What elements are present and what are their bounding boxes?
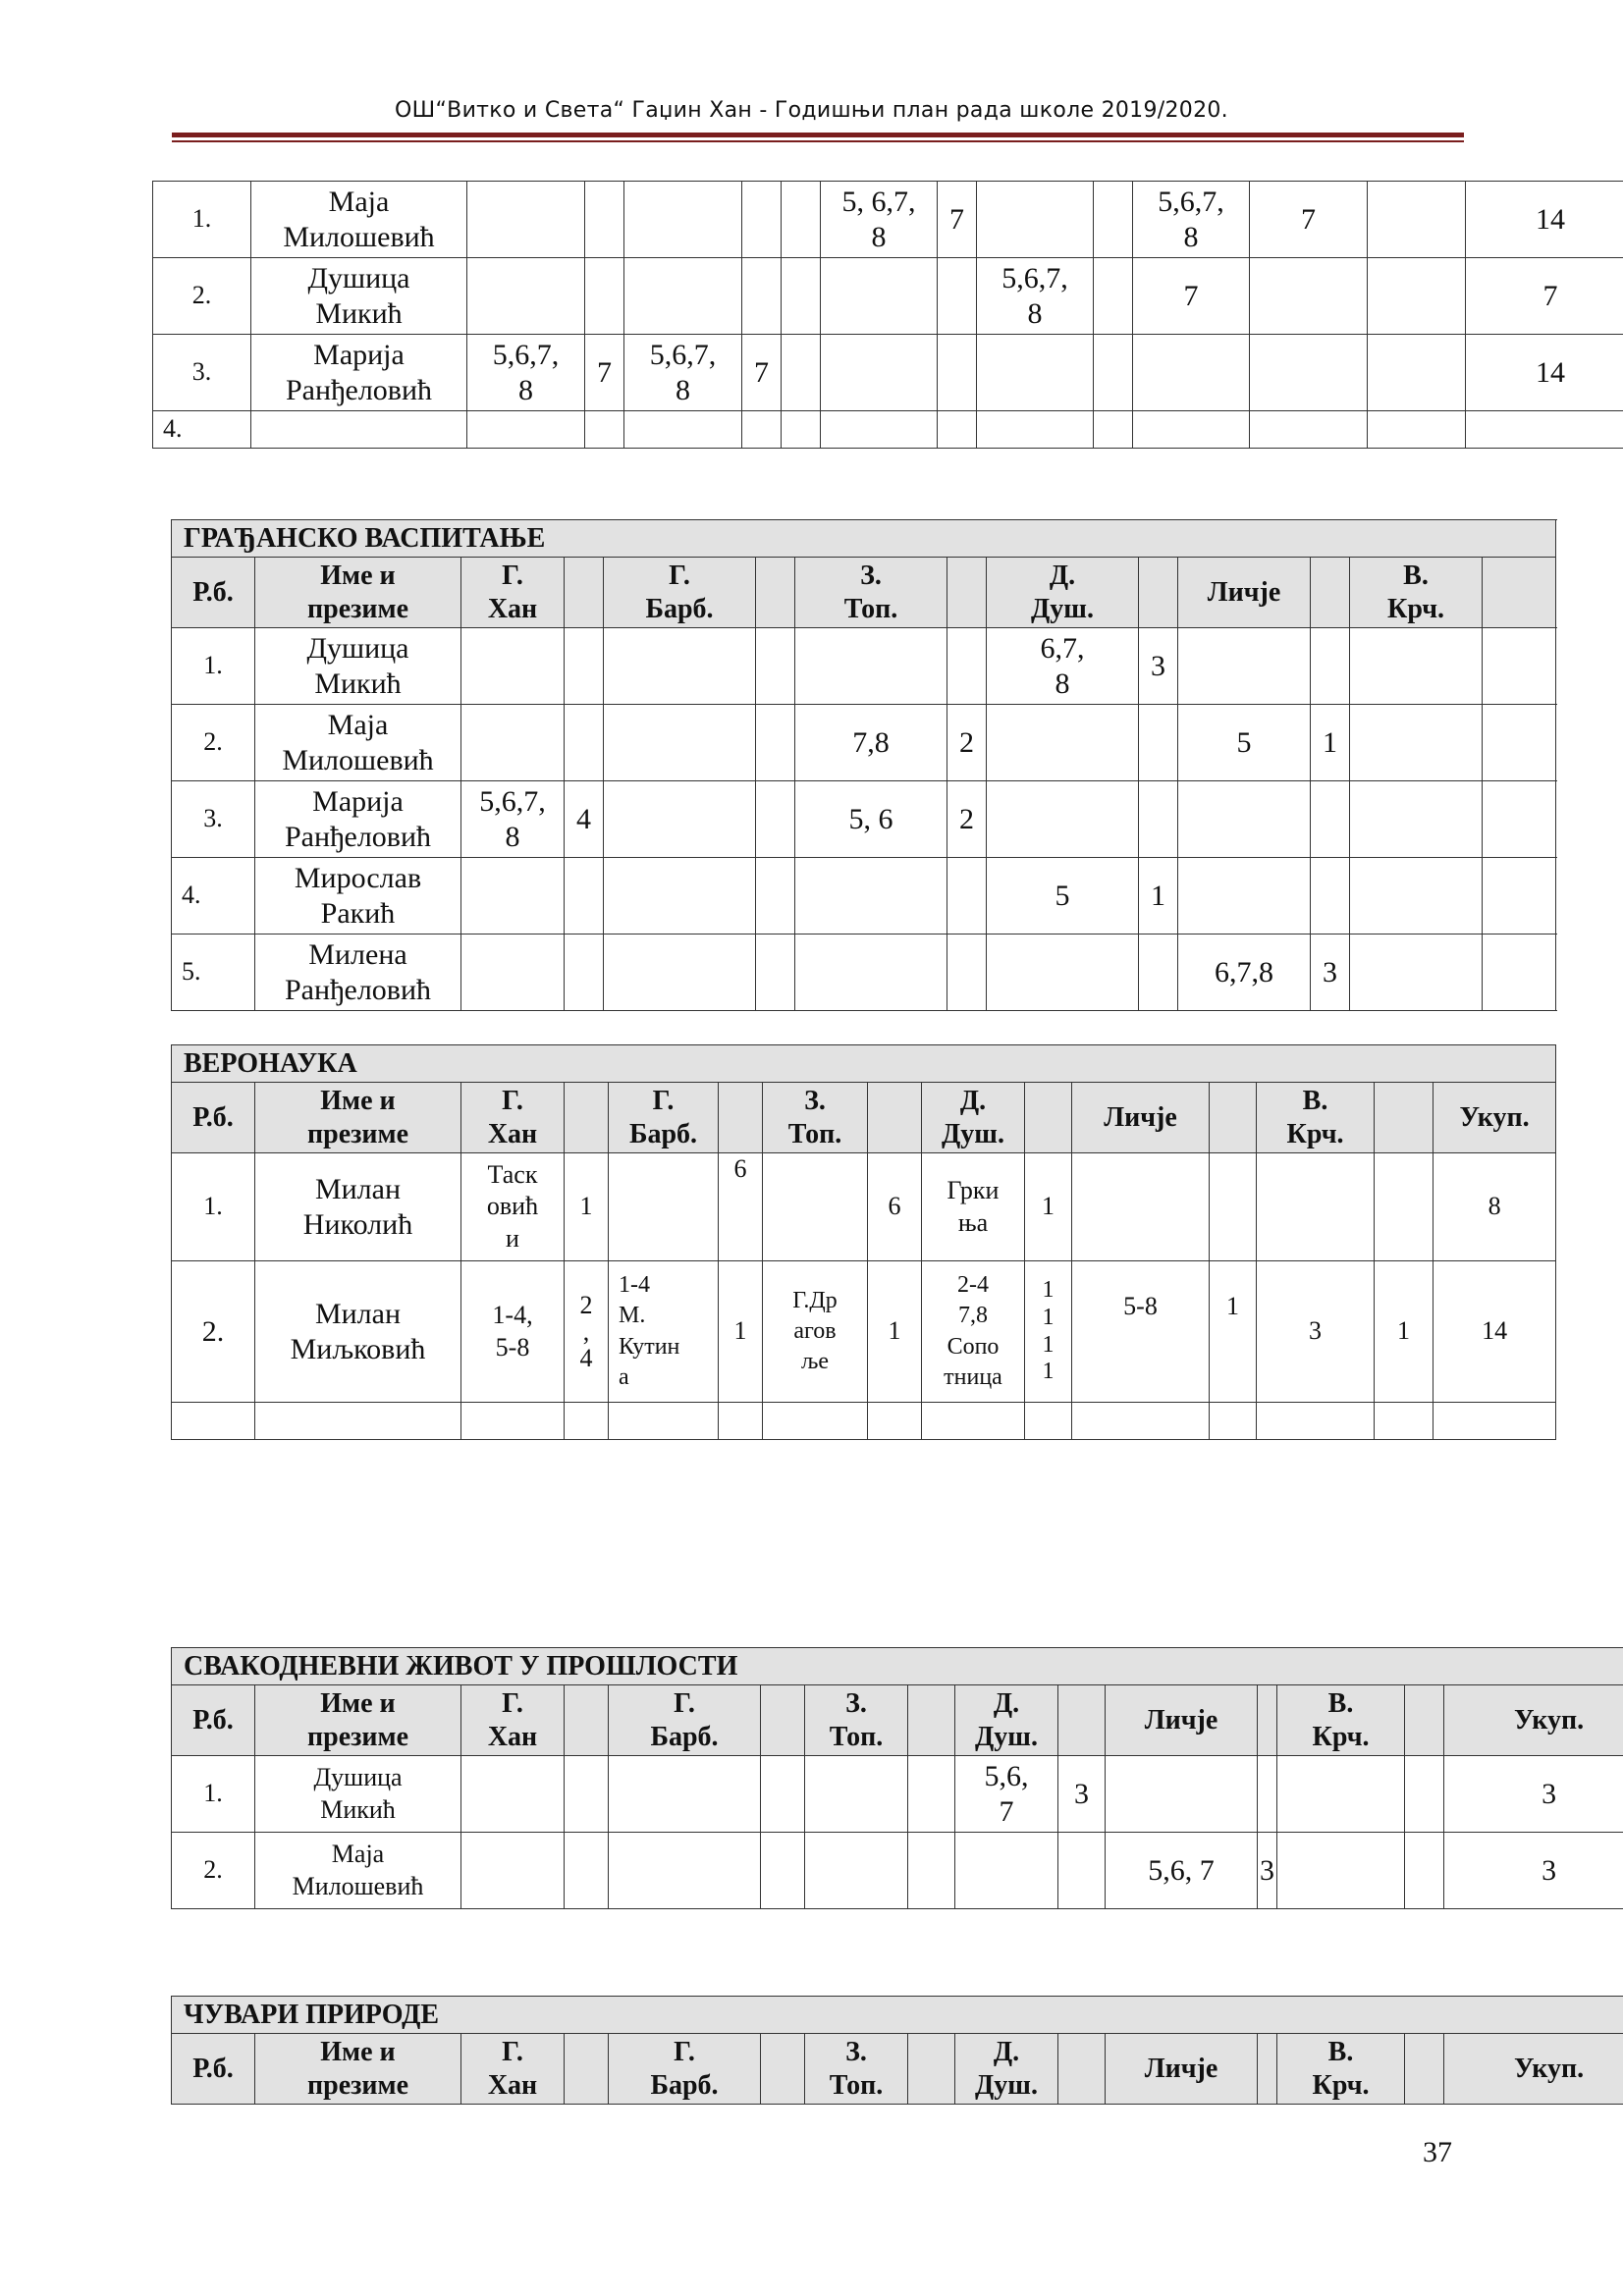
cell: 5,6,7, 8 xyxy=(461,781,565,858)
cell: 2 xyxy=(947,781,987,858)
total: 14 xyxy=(1466,335,1623,411)
cell: Грки ња xyxy=(922,1153,1025,1261)
col-header-name: Име и презиме xyxy=(255,558,461,628)
section-title: ГРАЂАНСКО ВАСПИТАЊЕ xyxy=(172,520,1556,558)
cell: 4 xyxy=(565,781,604,858)
teacher-name: Душица Микић xyxy=(255,1756,461,1833)
col-header-ddush: Д. Душ. xyxy=(922,1083,1025,1153)
col-header-lichje: Личје xyxy=(1106,2034,1258,2105)
section-title: СВАКОДНЕВНИ ЖИВОТ У ПРОШЛОСТИ xyxy=(172,1648,1623,1685)
cell: 5,6, 7 xyxy=(1106,1833,1258,1909)
cell: 5 xyxy=(987,858,1139,934)
cell: 6,7,8 xyxy=(1178,934,1311,1011)
cell: 1 xyxy=(868,1261,922,1403)
cell: 5,6,7, 8 xyxy=(1133,182,1250,258)
teacher-name: Душица Микић xyxy=(251,258,467,335)
table-row xyxy=(172,705,1556,781)
col-header-gbarb: Г. Барб. xyxy=(609,1083,719,1153)
teacher-name: Марија Ранђеловић xyxy=(255,781,461,858)
row-number: 2. xyxy=(153,258,251,335)
header-rule-thin xyxy=(172,140,1464,142)
table-row xyxy=(172,1833,1623,1909)
col-header-rb: Р.б. xyxy=(172,558,255,628)
svakodnevni-table xyxy=(171,1647,1623,1909)
cell: 7 xyxy=(742,335,782,411)
row-number: 2. xyxy=(172,1833,255,1909)
table-row xyxy=(172,628,1556,705)
total: 14 xyxy=(1434,1261,1556,1403)
teacher-name: Милан Миљковић xyxy=(255,1261,461,1403)
col-header-lichje: Личје xyxy=(1106,1685,1258,1756)
continuation-table xyxy=(152,181,1623,449)
total: 3 xyxy=(1444,1833,1623,1909)
table-row xyxy=(172,1153,1556,1261)
cell: 1 xyxy=(565,1153,609,1261)
row-number: 2. xyxy=(172,1261,255,1403)
row-number: 2. xyxy=(172,705,255,781)
col-header-ukup: Укуп. xyxy=(1444,2034,1623,2105)
col-header-ztop: З. Топ. xyxy=(763,1083,868,1153)
cell: 5 xyxy=(1178,705,1311,781)
cell: 7,8 xyxy=(795,705,947,781)
col-header-rb: Р.б. xyxy=(172,1685,255,1756)
header-row xyxy=(172,2034,1623,2105)
cell: 5,6,7, 8 xyxy=(467,335,585,411)
cell: 1 1 1 1 xyxy=(1025,1261,1072,1403)
veronauka-table xyxy=(171,1044,1556,1440)
col-header-ddush: Д. Душ. xyxy=(987,558,1139,628)
cell: 1 xyxy=(1210,1261,1257,1403)
cell: 1 xyxy=(1311,705,1350,781)
cell: Г.Др агов ље xyxy=(763,1261,868,1403)
gradjansko-table xyxy=(171,519,1556,1011)
header-row xyxy=(172,1685,1623,1756)
cell: 3 xyxy=(1311,934,1350,1011)
col-header-vkrch: В. Крч. xyxy=(1350,558,1483,628)
col-header-lichje: Личје xyxy=(1072,1083,1210,1153)
col-header-ghan: Г. Хан xyxy=(461,1083,565,1153)
col-header-ztop: З. Топ. xyxy=(795,558,947,628)
total: 7 xyxy=(1466,258,1623,335)
row-number: 3. xyxy=(172,781,255,858)
total: 14 xyxy=(1466,182,1623,258)
table-row xyxy=(153,258,1623,335)
cell: 2-4 7,8 Сопо тница xyxy=(922,1261,1025,1403)
table-row xyxy=(172,858,1556,934)
row-number: 4. xyxy=(172,858,255,934)
table-row xyxy=(153,335,1623,411)
teacher-name: Душица Микић xyxy=(255,628,461,705)
row-number: 1. xyxy=(172,1756,255,1833)
col-header-ddush: Д. Душ. xyxy=(955,1685,1058,1756)
cell: 1 xyxy=(1025,1153,1072,1261)
teacher-name: Маја Милошевић xyxy=(255,705,461,781)
cell: 1-4, 5-8 xyxy=(461,1261,565,1403)
cell: 5,6,7, 8 xyxy=(624,335,742,411)
cell: 5, 6 xyxy=(795,781,947,858)
cell: 5, 6,7, 8 xyxy=(821,182,938,258)
section-title: ЧУВАРИ ПРИРОДЕ xyxy=(172,1997,1623,2034)
col-header-gbarb: Г. Барб. xyxy=(609,2034,761,2105)
cell: 3 xyxy=(1258,1833,1277,1909)
table-row xyxy=(172,934,1556,1011)
cell: 6 xyxy=(868,1153,922,1261)
col-header-name: Име и презиме xyxy=(255,2034,461,2105)
teacher-name: Марија Ранђеловић xyxy=(251,335,467,411)
cell: 3 xyxy=(1058,1756,1106,1833)
cell: 7 xyxy=(938,182,977,258)
cell: 2 xyxy=(947,705,987,781)
col-header-name: Име и презиме xyxy=(255,1083,461,1153)
teacher-name: Маја Милошевић xyxy=(251,182,467,258)
page-header: ОШ“Витко и Света“ Гаџин Хан - Годишњи план рада школе 2019/2020. xyxy=(395,98,1228,123)
table-row xyxy=(172,781,1556,858)
table-row xyxy=(172,1756,1623,1833)
header-rule xyxy=(172,133,1464,137)
cell: 3 xyxy=(1139,628,1178,705)
header-row xyxy=(172,558,1556,628)
row-number: 1. xyxy=(153,182,251,258)
col-header-vkrch: В. Крч. xyxy=(1277,1685,1405,1756)
cell: 2 , 4 xyxy=(565,1261,609,1403)
col-header-ghan: Г. Хан xyxy=(461,1685,565,1756)
row-number xyxy=(172,1403,255,1440)
col-header-ghan: Г. Хан xyxy=(461,2034,565,2105)
total: 8 xyxy=(1434,1153,1556,1261)
teacher-name: Мирослав Ракић xyxy=(255,858,461,934)
total: 3 xyxy=(1444,1756,1623,1833)
table-row xyxy=(172,1403,1556,1440)
table-row xyxy=(153,411,1623,449)
chuvari-table xyxy=(171,1996,1623,2105)
teacher-name: Милан Николић xyxy=(255,1153,461,1261)
section-title: ВЕРОНАУКА xyxy=(172,1045,1556,1083)
cell: 7 xyxy=(1250,182,1368,258)
page-number: 37 xyxy=(1423,2136,1452,2168)
col-header-name: Име и презиме xyxy=(255,1685,461,1756)
cell: Таск овић и xyxy=(461,1153,565,1261)
cell: 1-4 М. Кутин а xyxy=(609,1261,719,1403)
col-header-lichje: Личје xyxy=(1178,558,1311,628)
cell: 7 xyxy=(1133,258,1250,335)
cell: 6 xyxy=(719,1153,763,1261)
col-header-gbarb: Г. Барб. xyxy=(604,558,756,628)
col-header-ztop: З. Топ. xyxy=(805,1685,908,1756)
col-header-rb: Р.б. xyxy=(172,2034,255,2105)
cell: 5-8 xyxy=(1072,1261,1210,1403)
row-number: 3. xyxy=(153,335,251,411)
col-header-gbarb: Г. Барб. xyxy=(609,1685,761,1756)
col-header-ukup: Укуп. xyxy=(1434,1083,1556,1153)
table-row xyxy=(172,1261,1556,1403)
cell: 7 xyxy=(585,335,624,411)
col-header-ukup: Укуп. xyxy=(1444,1685,1623,1756)
row-number: 5. xyxy=(172,934,255,1011)
header-row xyxy=(172,1083,1556,1153)
row-number: 1. xyxy=(172,628,255,705)
cell: 3 xyxy=(1257,1261,1375,1403)
cell: 6,7, 8 xyxy=(987,628,1139,705)
teacher-name: Маја Милошевић xyxy=(255,1833,461,1909)
cell: 1 xyxy=(719,1261,763,1403)
row-number: 4. xyxy=(153,411,251,449)
col-header-ddush: Д. Душ. xyxy=(955,2034,1058,2105)
teacher-name: Милена Ранђеловић xyxy=(255,934,461,1011)
cell: 5,6,7, 8 xyxy=(977,258,1094,335)
row-number: 1. xyxy=(172,1153,255,1261)
cell: 1 xyxy=(1375,1261,1434,1403)
col-header-ghan: Г. Хан xyxy=(461,558,565,628)
col-header-vkrch: В. Крч. xyxy=(1257,1083,1375,1153)
cell: 5,6, 7 xyxy=(955,1756,1058,1833)
col-header-vkrch: В. Крч. xyxy=(1277,2034,1405,2105)
cell: 1 xyxy=(1139,858,1178,934)
col-header-rb: Р.б. xyxy=(172,1083,255,1153)
col-header-ztop: З. Топ. xyxy=(805,2034,908,2105)
table-row xyxy=(153,182,1623,258)
